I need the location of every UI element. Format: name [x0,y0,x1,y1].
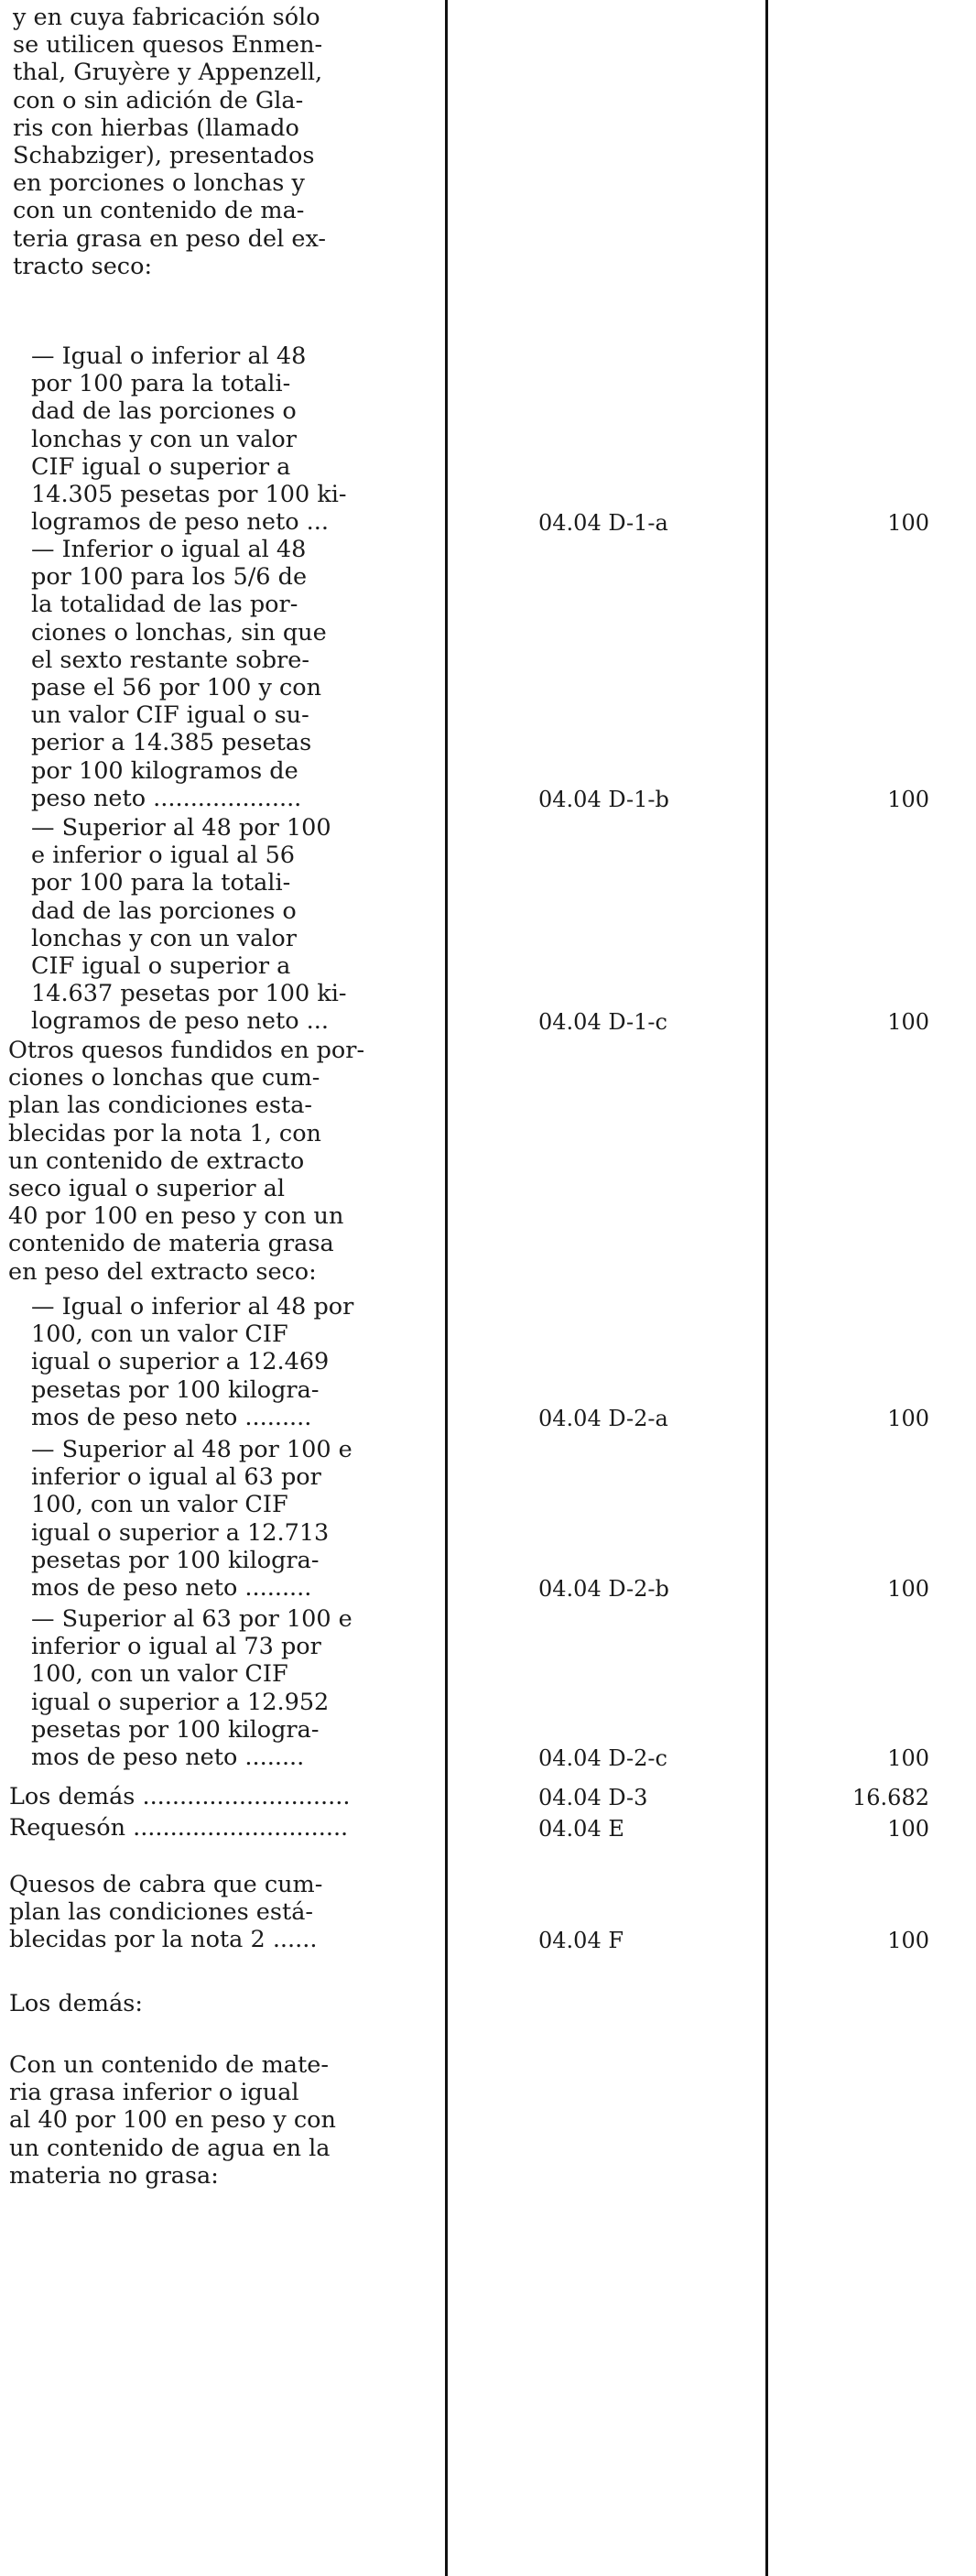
description-line: un contenido de extracto [8,1147,305,1175]
description-line: mos de peso neto ......... [31,1574,312,1603]
description-line: 14.637 pesetas por 100 ki- [31,980,347,1008]
description-line: Schabziger), presentados [13,142,315,170]
description-line: en porciones o lonchas y [13,169,305,198]
description-line: thal, Gruyère y Appenzell, [13,59,323,87]
description-block [31,814,434,1036]
column-divider-left [445,0,448,2576]
duty-value: 100 [887,1928,929,1954]
description-line: lonchas y con un valor [31,924,297,952]
description-line: blecidas por la nota 2 ...... [9,1926,318,1954]
description-line: perior a 14.385 pesetas [31,729,312,757]
description-line: la totalidad de las por- [31,591,298,619]
description-line: mos de peso neto ........ [31,1744,305,1772]
description-line: y en cuya fabricación sólo [13,4,320,31]
description-block [8,1037,433,1286]
description-line: — Igual o inferior al 48 por [31,1293,354,1321]
description-line: por 100 kilogramos de [31,756,298,785]
description-line: pase el 56 por 100 y con [31,674,322,702]
description-line: se utilicen quesos Enmen- [13,31,323,60]
description-line: el sexto restante sobre- [31,646,309,674]
description-line: Los demás: [9,1990,143,2017]
description-line: dad de las porciones o [31,397,297,426]
description-line: 40 por 100 en peso y con un [8,1202,344,1231]
description-line: por 100 para los 5/6 de [31,563,308,592]
duty-value: 100 [887,786,929,812]
description-line: dad de las porciones o [31,897,297,925]
description-line: CIF igual o superior a [31,452,291,481]
description-block [9,1814,434,1842]
description-block [9,1990,434,2017]
description-line: CIF igual o superior a [31,952,291,981]
description-line: materia no grasa: [9,2161,219,2190]
tariff-code: 04.04 D-1-c [538,1009,667,1036]
description-line: pesetas por 100 kilogra- [31,1715,320,1744]
description-line: por 100 para la totali- [31,370,291,398]
description-line: igual o superior a 12.713 [31,1518,330,1547]
description-line: — Superior al 63 por 100 e [31,1605,352,1633]
tariff-code: 04.04 E [538,1816,624,1842]
description-line: igual o superior a 12.952 [31,1688,330,1716]
description-line: Los demás ............................ [9,1783,351,1810]
duty-value: 100 [887,1009,929,1036]
tariff-code: 04.04 F [538,1928,624,1954]
description-line: — Superior al 48 por 100 e [31,1436,352,1463]
description-line: al 40 por 100 en peso y con [9,2106,336,2135]
tariff-code: 04.04 D-1-b [538,786,669,812]
description-line: ria grasa inferior o igual [9,2079,299,2107]
tariff-code: 04.04 D-2-c [538,1745,667,1771]
description-line: igual o superior a 12.469 [31,1348,330,1376]
description-line: — Inferior o igual al 48 [31,536,307,563]
description-line: con un contenido de ma- [13,197,305,225]
duty-value: 16.682 [852,1785,929,1810]
description-line: inferior o igual al 63 por [31,1463,321,1492]
description-line: logramos de peso neto ... [31,1007,329,1036]
description-line: e inferior o igual al 56 [31,842,296,870]
description-line: en peso del extracto seco: [8,1257,317,1286]
description-block [9,1871,434,1954]
duty-value: 100 [887,1576,929,1602]
description-line: Otros quesos fundidos en por- [8,1037,365,1064]
description-line: Quesos de cabra que cum- [9,1871,323,1898]
description-block [31,1436,434,1602]
description-line: contenido de materia grasa [8,1230,334,1258]
description-line: un valor CIF igual o su- [31,701,309,730]
description-line: Requesón ............................. [9,1814,349,1842]
description-line: ciones o lonchas, sin que [31,618,327,647]
description-line: 14.305 pesetas por 100 ki- [31,481,347,509]
description-block [31,536,434,812]
description-line: blecidas por la nota 1, con [8,1119,321,1147]
description-line: — Superior al 48 por 100 [31,814,331,842]
tariff-code: 04.04 D-3 [538,1785,648,1810]
description-line: plan las condiciones está- [9,1898,314,1927]
description-line: con o sin adición de Gla- [13,86,304,114]
description-line: pesetas por 100 kilogra- [31,1546,320,1574]
description-line: logramos de peso neto ... [31,508,329,537]
description-block [31,342,434,536]
description-block [9,2051,434,2190]
description-line: lonchas y con un valor [31,425,297,453]
description-line: teria grasa en peso del ex- [13,224,326,253]
description-block [13,4,432,280]
tariff-code: 04.04 D-2-b [538,1576,669,1602]
duty-value: 100 [887,1405,929,1431]
description-block [31,1293,434,1431]
description-line: pesetas por 100 kilogra- [31,1375,320,1404]
duty-value: 100 [887,510,929,537]
description-line: un contenido de agua en la [9,2134,331,2162]
description-block [31,1605,434,1771]
tariff-code: 04.04 D-1-a [538,510,668,537]
duty-value: 100 [887,1816,929,1842]
description-line: inferior o igual al 73 por [31,1633,321,1661]
description-line: Con un contenido de mate- [9,2051,329,2079]
description-line: peso neto .................... [31,784,302,812]
description-line: seco igual o superior al [8,1175,286,1203]
description-block [9,1783,434,1810]
description-line: 100, con un valor CIF [31,1491,288,1519]
description-line: 100, con un valor CIF [31,1321,288,1349]
description-line: ciones o lonchas que cum- [8,1064,320,1092]
duty-value: 100 [887,1745,929,1771]
description-line: 100, con un valor CIF [31,1660,288,1689]
tariff-code: 04.04 D-2-a [538,1405,668,1431]
column-divider-right [765,0,768,2576]
description-line: mos de peso neto ......... [31,1403,312,1431]
description-line: por 100 para la totali- [31,869,291,897]
description-line: plan las condiciones esta- [8,1092,313,1120]
description-line: ris con hierbas (llamado [13,114,299,142]
description-line: — Igual o inferior al 48 [31,342,307,370]
description-line: tracto seco: [13,252,153,280]
